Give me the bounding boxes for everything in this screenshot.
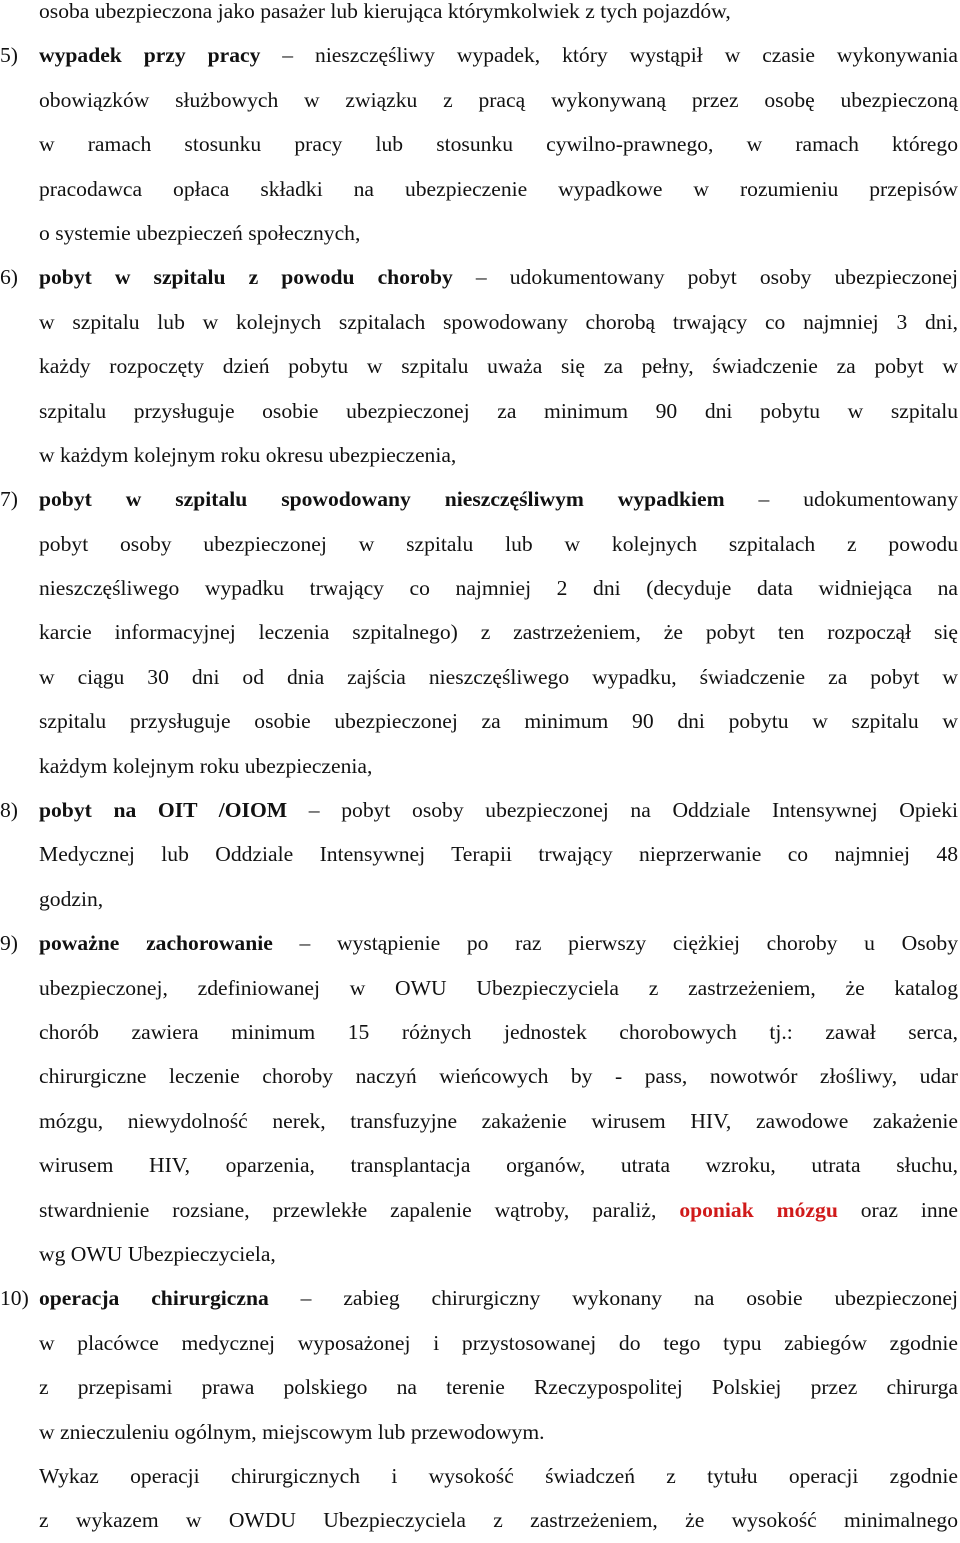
body-text: – pobyt osoby ubezpieczonej na Oddziale Intensywnej Opieki (287, 798, 958, 823)
body-text: pracodawca opłaca składki na ubezpieczenie wypadkowe w rozumieniu przepisów (39, 176, 958, 201)
text-line (0, 167, 960, 211)
body-text: – wystąpienie po raz pierwszy ciężkiej choroby u Osoby (272, 931, 958, 956)
body-text: o systemie ubezpieczeń społecznych, (39, 220, 361, 245)
list-item-number: 8) (0, 798, 18, 823)
text-line (0, 0, 960, 33)
text-line (0, 522, 960, 566)
text-line (0, 1454, 960, 1498)
body-text: z wykazem w OWDU Ubezpieczyciela z zastrzeżeniem, że wysokość minimalnego (39, 1508, 958, 1533)
list-item-number: 9) (0, 931, 18, 956)
text-line (0, 566, 960, 610)
body-text: – zabieg chirurgiczny wykonany na osobie ubezpieczonej (268, 1286, 958, 1311)
text-line (0, 433, 960, 477)
list-item-number: 5) (0, 43, 18, 68)
body-text: szpitalu przysługuje osobie ubezpieczonej za minimum 90 dni pobytu w szpitalu (39, 398, 958, 423)
body-text: chorób zawiera minimum 15 różnych jednostek chorobowych tj.: zawał serca, (39, 1019, 958, 1044)
text-line (0, 610, 960, 654)
defined-term: poważne zachorowanie (39, 931, 273, 956)
body-text: stwardnienie rozsiane, przewlekłe zapalenie wątroby, paraliż, (39, 1197, 680, 1222)
body-text: obowiązków służbowych w związku z pracą wykonywaną przez osobę ubezpieczoną (39, 87, 958, 112)
defined-term: pobyt w szpitalu spowodowany nieszczęśliwym wypadkiem (39, 487, 725, 512)
body-text: każdy rozpoczęty dzień pobytu w szpitalu uważa się za pełny, świadczenie za pobyt w (39, 354, 958, 379)
body-text: ubezpieczonej, zdefiniowanej w OWU Ubezpieczyciela z zastrzeżeniem, że katalog (39, 975, 958, 1000)
text-line (0, 1276, 960, 1320)
text-line (0, 389, 960, 433)
defined-term: pobyt w szpitalu z powodu choroby (39, 265, 453, 290)
text-line (0, 966, 960, 1010)
text-line (0, 1321, 960, 1365)
text-line (0, 122, 960, 166)
text-line (0, 921, 960, 965)
text-line (0, 877, 960, 921)
body-text: – nieszczęśliwy wypadek, który wystąpił w czasie wykonywania (260, 43, 958, 68)
text-line (0, 211, 960, 255)
body-text: osoba ubezpieczona jako pasażer lub kierująca którymkolwiek z tych pojazdów, (39, 0, 731, 23)
text-line (0, 1099, 960, 1143)
body-text: godzin, (39, 886, 104, 911)
body-text: w placówce medycznej wyposażonej i przystosowanej do tego typu zabiegów zgodnie (39, 1330, 958, 1355)
body-text: z przepisami prawa polskiego na terenie Rzeczypospolitej Polskiej przez chirurga (39, 1375, 958, 1400)
defined-term: pobyt na OIT /OIOM (39, 798, 288, 823)
text-line (0, 78, 960, 122)
body-text: w ciągu 30 dni od dnia zajścia nieszczęśliwego wypadku, świadczenie za pobyt w (39, 664, 958, 689)
body-text: nieszczęśliwego wypadku trwający co najmniej 2 dni (decyduje data widniejąca na (39, 576, 958, 601)
body-text: mózgu, niewydolność nerek, transfuzyjne zakażenie wirusem HIV, zawodowe zakażenie (39, 1108, 958, 1133)
defined-term: wypadek przy pracy (39, 43, 261, 68)
text-line (0, 1232, 960, 1276)
text-line (0, 1143, 960, 1187)
highlighted-term: oponiak mózgu (679, 1197, 838, 1222)
body-text: – udokumentowany (724, 487, 958, 512)
text-line (0, 1188, 960, 1232)
body-text: karcie informacyjnej leczenia szpitalnego) z zastrzeżeniem, że pobyt ten rozpoczął się (39, 620, 958, 645)
body-text: każdym kolejnym roku ubezpieczenia, (39, 753, 373, 778)
body-text: w każdym kolejnym roku okresu ubezpieczenia, (39, 442, 457, 467)
text-line (0, 1365, 960, 1409)
text-line (0, 33, 960, 77)
list-item-number: 7) (0, 487, 18, 512)
defined-term: operacja chirurgiczna (39, 1286, 269, 1311)
body-text: – udokumentowany pobyt osoby ubezpieczonej (452, 265, 958, 290)
text-line (0, 788, 960, 832)
text-line (0, 832, 960, 876)
body-text: oraz inne (837, 1197, 958, 1222)
body-text: w szpitalu lub w kolejnych szpitalach spowodowany chorobą trwający co najmniej 3 dni, (39, 309, 958, 334)
text-line (0, 255, 960, 299)
body-text: szpitalu przysługuje osobie ubezpieczonej za minimum 90 dni pobytu w szpitalu w (39, 709, 958, 734)
text-line (0, 1010, 960, 1054)
list-item-number: 6) (0, 265, 18, 290)
text-line (0, 300, 960, 344)
text-line (0, 699, 960, 743)
body-text: pobyt osoby ubezpieczonej w szpitalu lub w kolejnych szpitalach z powodu (39, 531, 958, 556)
text-line (0, 744, 960, 788)
body-text: w znieczuleniu ogólnym, miejscowym lub przewodowym. (39, 1419, 545, 1444)
body-text: wg OWU Ubezpieczyciela, (39, 1241, 276, 1266)
body-text: w ramach stosunku pracy lub stosunku cywilno-prawnego, w ramach którego (39, 132, 958, 157)
text-line (0, 1410, 960, 1454)
body-text: Medycznej lub Oddziale Intensywnej Terapii trwający nieprzerwanie co najmniej 48 (39, 842, 958, 867)
body-text: chirurgiczne leczenie choroby naczyń wieńcowych by - pass, nowotwór złośliwy, udar (39, 1064, 958, 1089)
text-line (0, 477, 960, 521)
list-item-number: 10) (0, 1286, 29, 1311)
text-line (0, 655, 960, 699)
body-text: wirusem HIV, oparzenia, transplantacja organów, utrata wzroku, utrata słuchu, (39, 1153, 958, 1178)
text-line (0, 1498, 960, 1542)
text-line (0, 344, 960, 388)
body-text: Wykaz operacji chirurgicznych i wysokość świadczeń z tytułu operacji zgodnie (39, 1463, 958, 1488)
text-line (0, 1054, 960, 1098)
